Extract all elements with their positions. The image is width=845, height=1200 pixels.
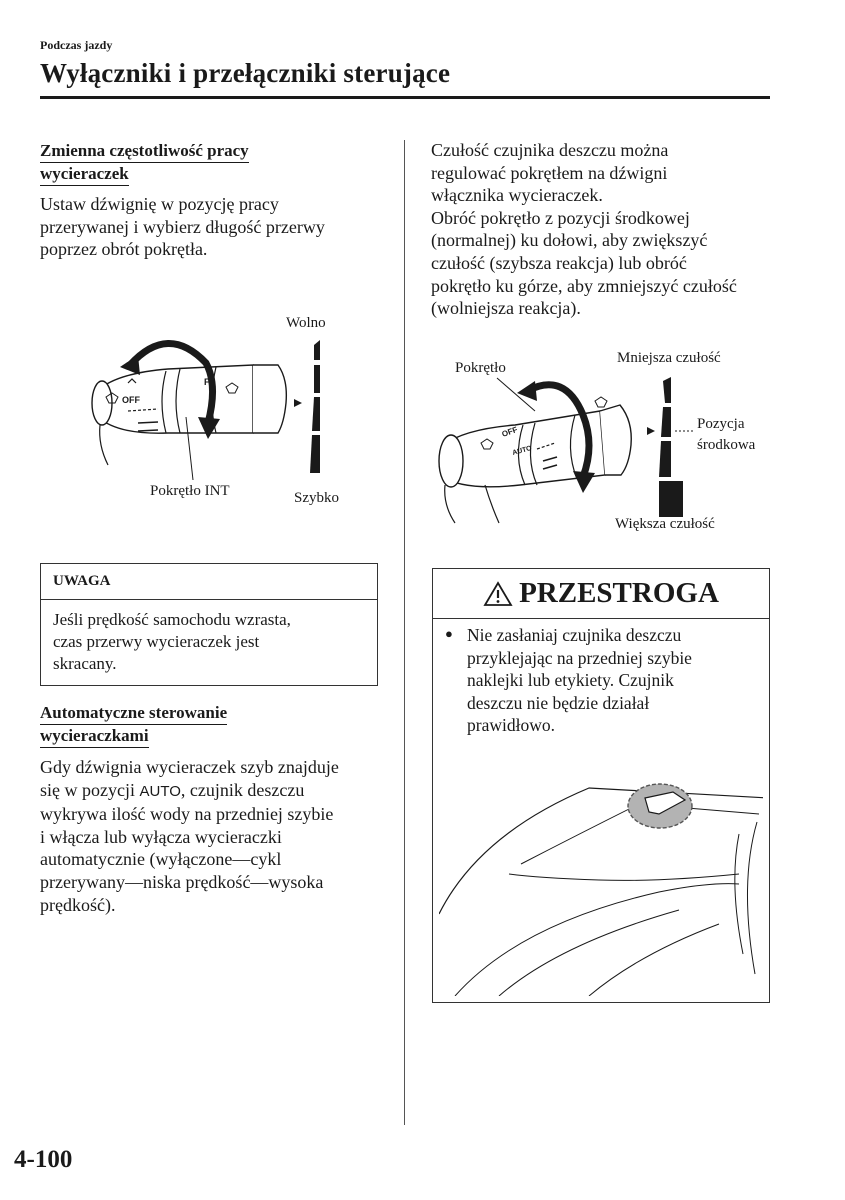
heading-automatic-control: [40, 702, 370, 748]
label-more-sensitivity: Większa czułość: [615, 516, 715, 532]
label-center-1: Pozycja: [697, 416, 745, 432]
label-fast: Szybko: [294, 490, 339, 506]
bullet-icon: ●: [445, 626, 453, 641]
warning-box: [432, 568, 770, 1003]
page-number: 4-100: [14, 1146, 73, 1173]
label-center-2: środkowa: [697, 437, 756, 453]
section-label: Podczas jazdy: [40, 38, 113, 52]
label-less-sensitivity: Mniejsza czułość: [617, 350, 721, 366]
switch-label: OFF: [122, 395, 140, 405]
warning-title: PRZESTROGA: [519, 577, 719, 609]
note-title: UWAGA: [41, 564, 377, 600]
page-title: Wyłączniki i przełączniki sterujące: [40, 58, 451, 88]
label-knob: Pokrętło: [455, 360, 506, 376]
car-windshield-figure: [439, 774, 763, 996]
label-int-knob: Pokrętło INT: [150, 483, 230, 499]
para-part: Gdy dźwignia wycieraczek szyb znajduje się w pozycji: [40, 757, 339, 800]
title-rule: [40, 96, 770, 99]
warning-triangle-icon: [483, 581, 513, 607]
heading-line: wycieraczek: [40, 163, 129, 186]
heading-line: Zmienna częstotliwość pracy: [40, 140, 249, 163]
heading-line: Automatyczne sterowanie: [40, 702, 227, 725]
heading-line: wycieraczkami: [40, 725, 149, 748]
note-box: [40, 563, 378, 686]
note-text: Jeśli prędkość samochodu wzrasta, czas przerwy wycieraczek jest skracany.: [53, 610, 291, 673]
warning-text: Nie zasłaniaj czujnika deszczu przyklejając na przedniej szybie naklejki lub etykiety. Czujnik deszczu nie będzie działał prawidłowo.: [467, 625, 692, 735]
column-divider: [404, 140, 405, 1125]
warning-header: [433, 569, 769, 619]
switch-label: OFF: [500, 424, 519, 439]
paragraph-int-instructions: Ustaw dźwignię w pozycję pracy przerywanej i wybierz długość przerwy poprzez obrót pokrętła.: [40, 194, 325, 260]
heading-variable-frequency: [40, 140, 370, 186]
paragraph-auto-mode: [40, 756, 385, 916]
switch-label: AUTO: [511, 445, 533, 457]
auto-mode-word: AUTO: [139, 782, 181, 800]
paragraph-sensitivity: Czułość czujnika deszczu można regulować pokrętłem na dźwigni włącznika wycieraczek. Obróć pokrętło z pozycji środkowej (normalnej) ku dołowi, aby zwiększyć czułość (szybsza reakcja) lub obróć pokrętło ku górze, aby zmniejszyć czułość (wolniejsza reakcja).: [431, 140, 737, 319]
wiper-lever-figure-int: [88, 305, 378, 515]
para-part: , czujnik deszczu wykrywa ilość wody na przedniej szybie i włącza lub wyłącza wycieraczki automatycznie (wyłączone—cykl przerywany—niska prędkość—wysoka prędkość).: [40, 779, 334, 915]
car-windshield-illustration: [439, 774, 763, 996]
wiper-lever-illustration: [88, 305, 378, 515]
wiper-lever-figure-sensitivity: [425, 345, 775, 545]
label-slow: Wolno: [286, 315, 326, 331]
switch-label: FF: [204, 377, 215, 387]
